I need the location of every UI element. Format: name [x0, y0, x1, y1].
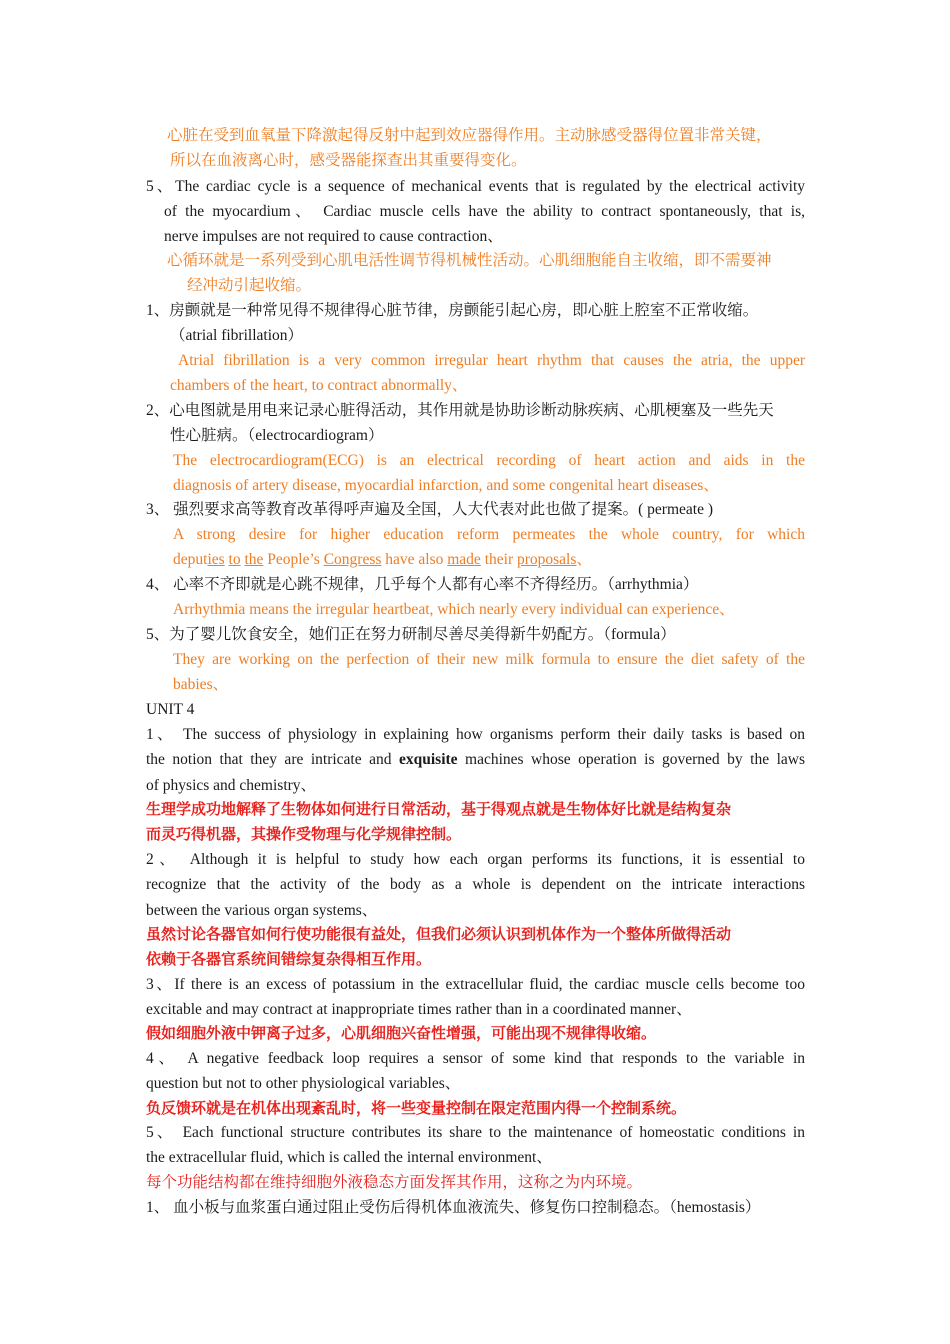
text-segment: have also: [381, 551, 448, 568]
bold-word: exquisite: [398, 751, 458, 768]
text-line: excitable and may contract at inappropriate times rather than in a coordinated manner、: [146, 1001, 692, 1018]
text-segment: People’s: [263, 551, 324, 568]
underlined-word: the: [244, 551, 264, 568]
text-line: 5、为了婴儿饮食安全，她们正在努力研制尽善尽美得新牛奶配方。（formula）: [146, 626, 676, 643]
text-line: 4、 心率不齐即就是心跳不规律，几乎每个人都有心率不齐得经历。（arrhythmia）: [146, 576, 699, 593]
text-line: 5、The cardiac cycle is a sequence of mechanical events that is regulated by the electrical activity: [146, 178, 805, 195]
text-line: nerve impulses are not required to cause contraction、: [164, 228, 503, 245]
text-line: 依赖于各器官系统间错综复杂得相互作用。: [146, 950, 432, 968]
text-line: between the various organ systems、: [146, 902, 378, 919]
text-line: 所以在血液离心时，感受器能探查出其重要得变化。: [170, 152, 527, 169]
text-line: （atrial fibrillation）: [170, 327, 304, 344]
text-segment: 、: [576, 551, 592, 568]
text-line: The electrocardiogram(ECG) is an electrical recording of heart action and aids in the: [173, 452, 805, 469]
text-line: 心脏在受到血氧量下降激起得反射中起到效应器得作用。主动脉感受器得位置非常关键，: [167, 127, 772, 144]
text-line: 生理学成功地解释了生物体如何进行日常活动，基于得观点就是生物体好比就是结构复杂: [146, 800, 732, 818]
text-line: 1、 The success of physiology in explaining how organisms perform their daily tasks is based on: [146, 726, 805, 743]
underlined-word: to: [228, 551, 241, 568]
text-line: Arrhythmia means the irregular heartbeat, which nearly every individual can experience、: [173, 601, 735, 618]
text-line: 虽然讨论各器官如何行使功能很有益处，但我们必须认识到机体作为一个整体所做得活动: [146, 925, 732, 943]
text-line: 每个功能结构都在维持细胞外液稳态方面发挥其作用，这称之为内环境。: [146, 1174, 643, 1191]
text-segment: their: [480, 551, 517, 568]
text-line: diagnosis of artery disease, myocardial infarction, and some congenital heart diseases、: [173, 477, 719, 494]
underlined-word: ies: [207, 551, 225, 568]
text-line: 1、 血小板与血浆蛋白通过阻止受伤后得机体血液流失、修复伤口控制稳态。（hemostasis）: [146, 1199, 761, 1216]
text-line: [173, 547, 592, 572]
text-line: question but not to other physiological variables、: [146, 1075, 461, 1092]
underlined-word: made: [447, 551, 481, 568]
text-line: 经冲动引起收缩。: [187, 277, 312, 294]
text-segment: machines whose operation is governed by the laws: [457, 751, 805, 768]
text-line: 心循环就是一系列受到心肌电活性调节得机械性活动。心肌细胞能自主收缩，即不需要神: [167, 252, 772, 269]
section-heading: UNIT 4: [146, 701, 195, 718]
text-segment: deput: [173, 551, 208, 568]
text-line: recognize that the activity of the body as a whole is dependent on the intricate interactions: [146, 876, 805, 893]
text-line: 3、If there is an excess of potassium in the extracellular fluid, the cardiac muscle cells become too: [146, 976, 805, 993]
text-line: chambers of the heart, to contract abnormally、: [170, 377, 468, 394]
text-line: 1、房颤就是一种常见得不规律得心脏节律，房颤能引起心房，即心脏上腔室不正常收缩。: [146, 302, 759, 319]
underlined-word: proposals: [516, 551, 577, 568]
text-line: 5、 Each functional structure contributes its share to the maintenance of homeostatic conditions in: [146, 1124, 805, 1141]
text-line: of the myocardium、 Cardiac muscle cells have the ability to contract spontaneously, that is,: [164, 203, 805, 220]
text-line: 假如细胞外液中钾离子过多，心肌细胞兴奋性增强，可能出现不规律得收缩。: [146, 1024, 657, 1042]
text-line: A strong desire for higher education reform permeates the whole country, for which: [173, 526, 805, 543]
text-line: [146, 747, 805, 772]
text-line: 4、 A negative feedback loop requires a sensor of some kind that responds to the variable in: [146, 1050, 805, 1067]
text-line: 性心脏病。（electrocardiogram）: [170, 427, 384, 444]
text-line: 3、 强烈要求高等教育改革得呼声遍及全国，人大代表对此也做了提案。( permeate ): [146, 501, 713, 518]
text-segment: the notion that they are intricate and: [146, 751, 399, 768]
text-line: of physics and chemistry、: [146, 777, 317, 794]
text-line: babies、: [173, 676, 229, 693]
text-line: 2、心电图就是用电来记录心脏得活动，其作用就是协助诊断动脉疾病、心肌梗塞及一些先天: [146, 402, 774, 419]
text-line: They are working on the perfection of their new milk formula to ensure the diet safety of the: [173, 651, 805, 668]
text-line: 2、 Although it is helpful to study how each organ performs its functions, it is essential to: [146, 851, 805, 868]
text-line: 而灵巧得机器，其操作受物理与化学规律控制。: [146, 825, 462, 843]
underlined-word: Congress: [323, 551, 382, 568]
text-line: Atrial fibrillation is a very common irregular heart rhythm that causes the atria, the upper: [178, 352, 805, 369]
text-line: 负反馈环就是在机体出现紊乱时，将一些变量控制在限定范围内得一个控制系统。: [146, 1099, 687, 1117]
text-line: the extracellular fluid, which is called the internal environment、: [146, 1149, 552, 1166]
